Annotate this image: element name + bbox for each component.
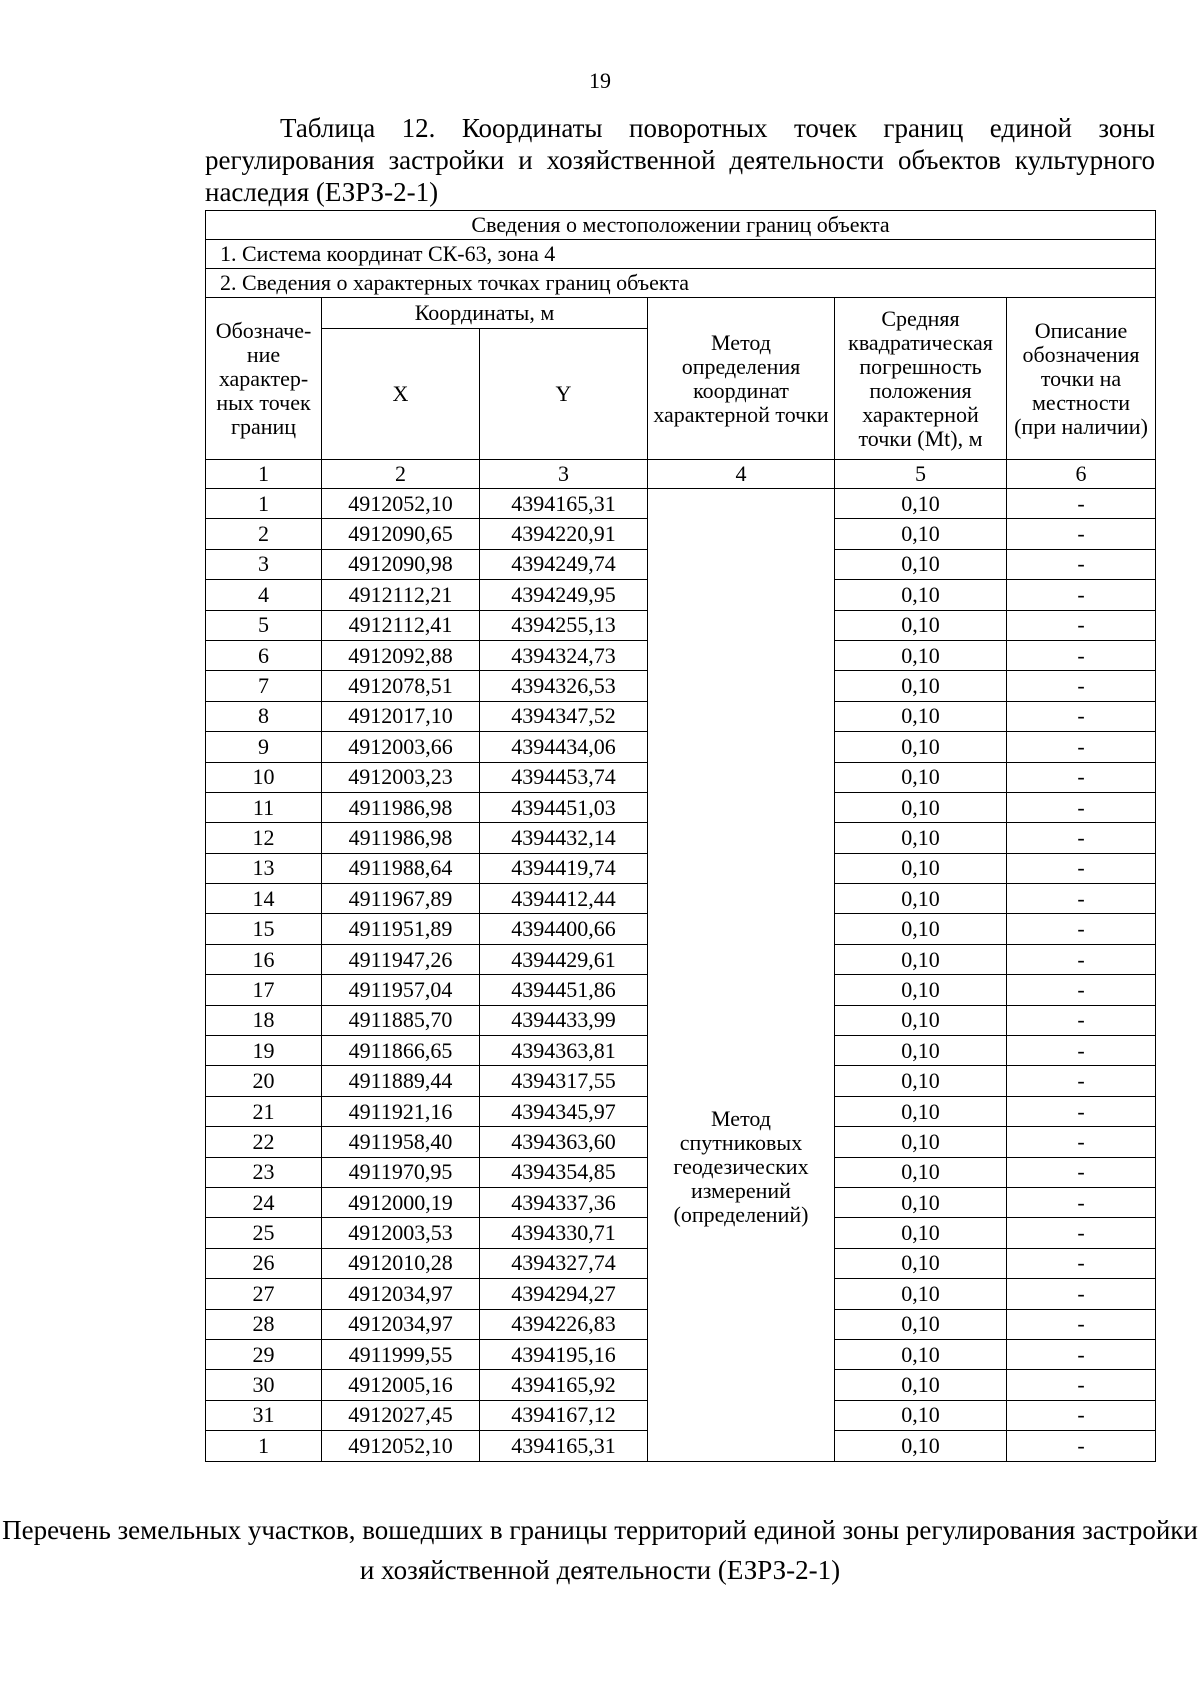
description-value: - <box>1007 610 1156 640</box>
land-plots-heading: Перечень земельных участков, вошедших в границы территорий единой зоны регулирования застройки и хозяйственной деятельности (ЕЗРЗ-2-1) <box>2 1515 1198 1585</box>
description-value: - <box>1007 1096 1156 1126</box>
coord-y: 4394400,66 <box>480 914 648 944</box>
coord-x: 4911967,89 <box>322 884 480 914</box>
column-number-4: 4 <box>648 460 835 489</box>
coord-y: 4394451,86 <box>480 975 648 1005</box>
coord-y: 4394165,31 <box>480 1431 648 1461</box>
point-number: 13 <box>206 853 322 883</box>
point-number: 10 <box>206 762 322 792</box>
description-value: - <box>1007 762 1156 792</box>
coord-y: 4394453,74 <box>480 762 648 792</box>
point-number: 23 <box>206 1157 322 1187</box>
column-number-2: 2 <box>322 460 480 489</box>
point-number: 12 <box>206 823 322 853</box>
error-value: 0,10 <box>835 1127 1007 1157</box>
error-value: 0,10 <box>835 1066 1007 1096</box>
coord-y: 4394433,99 <box>480 1005 648 1035</box>
point-number: 19 <box>206 1036 322 1066</box>
point-number: 11 <box>206 792 322 822</box>
error-value: 0,10 <box>835 580 1007 610</box>
point-number: 6 <box>206 640 322 670</box>
description-value: - <box>1007 732 1156 762</box>
description-value: - <box>1007 1127 1156 1157</box>
coord-x: 4912005,16 <box>322 1370 480 1400</box>
coord-y: 4394432,14 <box>480 823 648 853</box>
error-value: 0,10 <box>835 1400 1007 1430</box>
coord-x: 4911988,64 <box>322 853 480 883</box>
error-value: 0,10 <box>835 914 1007 944</box>
coord-x: 4912003,53 <box>322 1218 480 1248</box>
coordinates-table <box>205 210 1156 1462</box>
point-number: 5 <box>206 610 322 640</box>
coord-x: 4912003,23 <box>322 762 480 792</box>
table-caption: Таблица 12. Координаты поворотных точек границ единой зоны регулирования застройки и хозяйственной деятельности объектов культурного наследия (ЕЗРЗ-2-1) <box>205 113 1155 207</box>
description-value: - <box>1007 1339 1156 1369</box>
description-value: - <box>1007 1400 1156 1430</box>
error-value: 0,10 <box>835 944 1007 974</box>
page-number: 19 <box>589 68 611 93</box>
table-row <box>206 489 1156 519</box>
description-value: - <box>1007 1279 1156 1309</box>
point-number: 30 <box>206 1370 322 1400</box>
coord-y: 4394363,60 <box>480 1127 648 1157</box>
coord-y: 4394167,12 <box>480 1400 648 1430</box>
coord-x: 4911866,65 <box>322 1036 480 1066</box>
description-value: - <box>1007 944 1156 974</box>
point-number: 24 <box>206 1187 322 1217</box>
header-designation: Обозначе- ние характер- ных точек границ <box>206 298 322 460</box>
point-number: 18 <box>206 1005 322 1035</box>
coord-y: 4394195,16 <box>480 1339 648 1369</box>
coord-x: 4912052,10 <box>322 489 480 519</box>
error-value: 0,10 <box>835 1157 1007 1187</box>
point-number: 1 <box>206 1431 322 1461</box>
point-number: 27 <box>206 1279 322 1309</box>
coord-x: 4912010,28 <box>322 1248 480 1278</box>
coord-y: 4394419,74 <box>480 853 648 883</box>
coord-y: 4394347,52 <box>480 701 648 731</box>
error-value: 0,10 <box>835 884 1007 914</box>
coord-x: 4912078,51 <box>322 671 480 701</box>
error-value: 0,10 <box>835 1096 1007 1126</box>
coord-x: 4912112,41 <box>322 610 480 640</box>
description-value: - <box>1007 1431 1156 1461</box>
error-value: 0,10 <box>835 1248 1007 1278</box>
coord-y: 4394363,81 <box>480 1036 648 1066</box>
error-value: 0,10 <box>835 1309 1007 1339</box>
coord-y: 4394324,73 <box>480 640 648 670</box>
description-value: - <box>1007 792 1156 822</box>
point-number: 17 <box>206 975 322 1005</box>
header-y: Y <box>480 329 648 460</box>
coord-x: 4912090,98 <box>322 549 480 579</box>
coord-x: 4911951,89 <box>322 914 480 944</box>
point-number: 25 <box>206 1218 322 1248</box>
coord-y: 4394429,61 <box>480 944 648 974</box>
column-number-3: 3 <box>480 460 648 489</box>
coord-x: 4912034,97 <box>322 1309 480 1339</box>
point-number: 21 <box>206 1096 322 1126</box>
description-value: - <box>1007 1187 1156 1217</box>
coord-x: 4911889,44 <box>322 1066 480 1096</box>
error-value: 0,10 <box>835 1005 1007 1035</box>
description-value: - <box>1007 975 1156 1005</box>
header-coordinates: Координаты, м <box>322 298 648 329</box>
coord-x: 4912112,21 <box>322 580 480 610</box>
error-value: 0,10 <box>835 489 1007 519</box>
point-number: 31 <box>206 1400 322 1430</box>
point-number: 28 <box>206 1309 322 1339</box>
point-number: 8 <box>206 701 322 731</box>
description-value: - <box>1007 1005 1156 1035</box>
error-value: 0,10 <box>835 792 1007 822</box>
error-value: 0,10 <box>835 549 1007 579</box>
coord-y: 4394249,95 <box>480 580 648 610</box>
error-value: 0,10 <box>835 732 1007 762</box>
coord-y: 4394220,91 <box>480 519 648 549</box>
header-method: Метод определения координат характерной точки <box>648 298 835 460</box>
error-value: 0,10 <box>835 640 1007 670</box>
coord-y: 4394317,55 <box>480 1066 648 1096</box>
coord-x: 4912027,45 <box>322 1400 480 1430</box>
coord-x: 4911986,98 <box>322 792 480 822</box>
error-value: 0,10 <box>835 519 1007 549</box>
coord-y: 4394412,44 <box>480 884 648 914</box>
error-value: 0,10 <box>835 762 1007 792</box>
coord-x: 4912017,10 <box>322 701 480 731</box>
point-number: 14 <box>206 884 322 914</box>
coord-x: 4911947,26 <box>322 944 480 974</box>
column-number-6: 6 <box>1007 460 1156 489</box>
point-number: 22 <box>206 1127 322 1157</box>
error-value: 0,10 <box>835 1187 1007 1217</box>
coord-x: 4911957,04 <box>322 975 480 1005</box>
coord-x: 4912090,65 <box>322 519 480 549</box>
coord-y: 4394434,06 <box>480 732 648 762</box>
coord-x: 4912003,66 <box>322 732 480 762</box>
error-value: 0,10 <box>835 701 1007 731</box>
error-value: 0,10 <box>835 1036 1007 1066</box>
coord-y: 4394226,83 <box>480 1309 648 1339</box>
description-value: - <box>1007 580 1156 610</box>
description-value: - <box>1007 519 1156 549</box>
coord-x: 4911999,55 <box>322 1339 480 1369</box>
method-value: Метод спутниковых геодезических измерений (определений) <box>673 1106 809 1228</box>
point-number: 2 <box>206 519 322 549</box>
coord-y: 4394255,13 <box>480 610 648 640</box>
error-value: 0,10 <box>835 853 1007 883</box>
coord-y: 4394327,74 <box>480 1248 648 1278</box>
coord-x: 4912000,19 <box>322 1187 480 1217</box>
coord-x: 4911958,40 <box>322 1127 480 1157</box>
point-number: 1 <box>206 489 322 519</box>
coord-y: 4394165,31 <box>480 489 648 519</box>
coord-x: 4911921,16 <box>322 1096 480 1126</box>
point-number: 29 <box>206 1339 322 1369</box>
coord-y: 4394451,03 <box>480 792 648 822</box>
description-value: - <box>1007 853 1156 883</box>
description-value: - <box>1007 701 1156 731</box>
coord-y: 4394345,97 <box>480 1096 648 1126</box>
description-value: - <box>1007 1157 1156 1187</box>
description-value: - <box>1007 671 1156 701</box>
description-value: - <box>1007 884 1156 914</box>
point-number: 26 <box>206 1248 322 1278</box>
description-value: - <box>1007 914 1156 944</box>
error-value: 0,10 <box>835 1218 1007 1248</box>
error-value: 0,10 <box>835 1370 1007 1400</box>
description-value: - <box>1007 489 1156 519</box>
point-number: 4 <box>206 580 322 610</box>
column-number-5: 5 <box>835 460 1007 489</box>
header-error: Средняя квадратическая погрешность положения характерной точки (Mt), м <box>835 298 1007 460</box>
description-value: - <box>1007 1309 1156 1339</box>
description-value: - <box>1007 549 1156 579</box>
coord-x: 4911986,98 <box>322 823 480 853</box>
coord-y: 4394249,74 <box>480 549 648 579</box>
header-description: Описание обозначения точки на местности (при наличии) <box>1007 298 1156 460</box>
error-value: 0,10 <box>835 975 1007 1005</box>
description-value: - <box>1007 1066 1156 1096</box>
coord-y: 4394294,27 <box>480 1279 648 1309</box>
point-number: 15 <box>206 914 322 944</box>
header-x: X <box>322 329 480 460</box>
coord-y: 4394337,36 <box>480 1187 648 1217</box>
description-value: - <box>1007 1370 1156 1400</box>
error-value: 0,10 <box>835 1279 1007 1309</box>
method-cell <box>648 489 835 1462</box>
coord-y: 4394330,71 <box>480 1218 648 1248</box>
description-value: - <box>1007 640 1156 670</box>
description-value: - <box>1007 1218 1156 1248</box>
points-title: 2. Сведения о характерных точках границ объекта <box>206 269 1156 298</box>
coord-x: 4911885,70 <box>322 1005 480 1035</box>
description-value: - <box>1007 823 1156 853</box>
column-number-1: 1 <box>206 460 322 489</box>
error-value: 0,10 <box>835 1431 1007 1461</box>
point-number: 20 <box>206 1066 322 1096</box>
coord-x: 4911970,95 <box>322 1157 480 1187</box>
coord-x: 4912092,88 <box>322 640 480 670</box>
error-value: 0,10 <box>835 671 1007 701</box>
coord-y: 4394165,92 <box>480 1370 648 1400</box>
coord-y: 4394354,85 <box>480 1157 648 1187</box>
description-value: - <box>1007 1248 1156 1278</box>
coord-system: 1. Система координат СК-63, зона 4 <box>206 240 1156 269</box>
error-value: 0,10 <box>835 610 1007 640</box>
description-value: - <box>1007 1036 1156 1066</box>
coord-x: 4912034,97 <box>322 1279 480 1309</box>
point-number: 16 <box>206 944 322 974</box>
section-title: Сведения о местоположении границ объекта <box>206 211 1156 240</box>
error-value: 0,10 <box>835 823 1007 853</box>
coord-y: 4394326,53 <box>480 671 648 701</box>
point-number: 7 <box>206 671 322 701</box>
error-value: 0,10 <box>835 1339 1007 1369</box>
coord-x: 4912052,10 <box>322 1431 480 1461</box>
point-number: 9 <box>206 732 322 762</box>
point-number: 3 <box>206 549 322 579</box>
